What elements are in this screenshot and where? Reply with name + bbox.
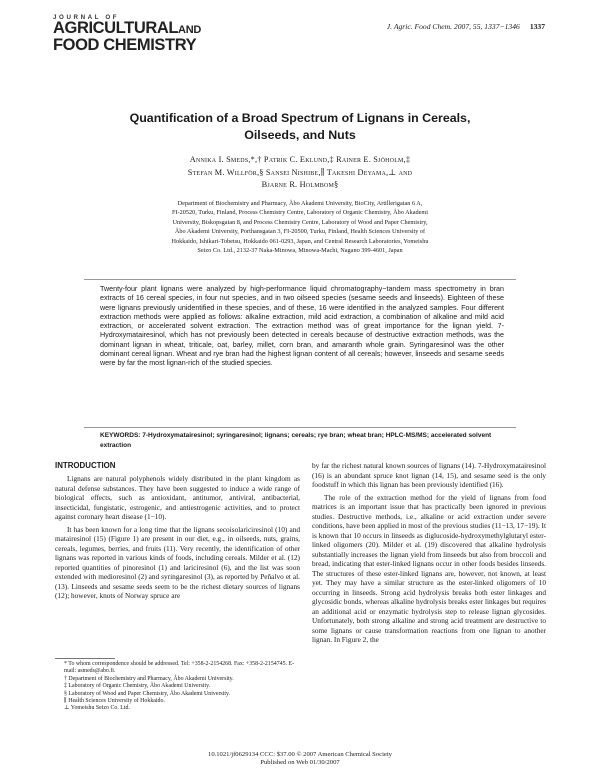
- running-header: [387, 22, 545, 31]
- journal-logo-top: JOURNAL OF: [53, 14, 120, 21]
- author-line: Annika I. Smeds,*,† Patrik C. Eklund,‡ Rainer E. Sjöholm,‡: [189, 155, 411, 164]
- affiliation-line: FI-20520, Turku, Finland, Process Chemistry Centre, Laboratory of Organic Chemistry, Åbo Akademi: [171, 209, 429, 217]
- keywords-text: 7-Hydroxymatairesinol; syringaresinol; lignans; cereals; rye bran; wheat bran; HPLC-MS/MS; accelerated solvent extraction: [100, 432, 492, 449]
- footnote: * To whom correspondence should be addressed. Tel: +358-2-2154268. Fax: +358-2-2154745. E-mail: asmeds@abo.fi.: [64, 661, 295, 675]
- title-line: Quantification of a Broad Spectrum of Lignans in Cereals,: [129, 111, 471, 125]
- author-line: Stefan M. Willför,§ Sansei Nishibe,∥ Takeshi Deyama,⊥ and: [187, 167, 413, 177]
- affiliation-line: Åbo Akademi University, Porthansgatan 3, FI-20500, Turku, Finland, Health Sciences University of: [174, 228, 426, 236]
- body-paragraph: by far the richest natural known sources of lignans (14). 7-Hydroxymatairesinol (16) is an abundant spruce knot lignan (14, 15), and sesame seed is the only foodstuff in which this lignan has been previously identified (16).: [312, 461, 546, 489]
- published-line: Published on Web 01/30/2007: [260, 759, 340, 766]
- body-paragraph: It has been known for a long time that the lignans secoisolariciresinol (10) and matairesinol (15) (Figure 1) are present in our diet, e.g., in oilseeds, nuts, grains, cereals, legumes, berries, and fruits (11). Very recently, the identification of other lignans was reported in various kinds of foods, including cereals. Milder et al. (12) reported quantities of pinoresinol (1) and lariciresinol (6), and the list was soon extended with medioresinol (2) and syringaresinol (3), as reported by Peñalvo et al. (13). Linseeds and sesame seeds seem to be the richest dietary sources of lignans (12); however, knots of Norway spruce are: [55, 524, 300, 600]
- journal-logo-line2: FOOD CHEMISTRY: [53, 36, 197, 54]
- journal-logo: [53, 14, 243, 53]
- affiliation-line: Hokkaido, Ishikari-Tobetsu, Hokkaido 061-0293, Japan, and Central Research Laboratories, Yomeishu: [171, 237, 429, 245]
- affiliations: [115, 199, 485, 255]
- keywords-label: KEYWORDS:: [100, 432, 141, 439]
- footnotes: [64, 661, 300, 713]
- body-column-left: [55, 474, 300, 604]
- affiliation-line: Department of Biochemistry and Pharmacy, Åbo Akademi University, BioCity, Artillerigatan 6 A,: [177, 200, 423, 207]
- footnote: § Laboratory of Wood and Paper Chemistry, Åbo Akademi University.: [64, 690, 231, 697]
- author-line: Bjarne R. Holmbom§: [261, 180, 339, 189]
- body-paragraph: Lignans are natural polyphenols widely distributed in the plant kingdom as natural defense substances. They have been suggested to induce a wide range of biological effects, such as antioxidant, antitumor, antiviral, antibacterial, insecticidal, fungistatic, estrogenic, and antiestrogenic activities, and to protect against coronary heart disease (1−10).: [55, 474, 300, 521]
- footnote-divider: [55, 658, 115, 659]
- affiliation-line: Seizo Co. Ltd., 2132-37 Naka-Minowa, Minowa-Machi, Nagano 399-4601, Japan: [197, 247, 403, 255]
- footnote: ‡ Laboratory of Organic Chemistry, Åbo Akademi University.: [64, 683, 211, 690]
- footnote: † Department of Biochemistry and Pharmacy, Åbo Akademi University.: [64, 675, 234, 682]
- paper-title: [60, 110, 540, 144]
- doi-line: 10.1021/jf0629134 CCC: $37.00 © 2007 American Chemical Society: [208, 751, 392, 758]
- citation-text: J. Agric. Food Chem. 2007, 55, 1337−1346: [386, 22, 520, 31]
- body-column-right: [312, 461, 546, 648]
- page-footer: [150, 751, 450, 767]
- journal-logo-and: AND: [178, 24, 201, 36]
- footnote: ∥ Health Sciences University of Hokkaido.: [64, 698, 165, 705]
- author-list: [60, 154, 540, 192]
- footnote: ⊥ Yomeishu Seizo Co. Ltd.: [64, 705, 130, 712]
- page-number: 1337: [529, 22, 545, 31]
- section-heading: INTRODUCTION: [55, 461, 116, 470]
- abstract: Twenty-four plant lignans were analyzed by high-performance liquid chromatography−tandem mass spectrometry in bran extracts of 16 cereal species, in four nut species, and in two oilseed species (sesame seeds and linseeds). Eighteen of these were lignans previously unidentified in these species, and of these, 16 were identified in the analyzed samples. Four different extraction methods were applied as follows: alkaline extraction, mild acid extraction, a combination of alkaline and mild acid extraction, or accelerated solvent extraction. The extraction method was of great importance for the lignan yield. 7-Hydroxymatairesinol, which has not previously been detected in cereals because of destructive extraction methods, was the dominant lignan in wheat, triticale, oat, barley, millet, corn bran, and amaranth whole grain. Syringaresinol was the other dominant cereal lignan. Wheat and rye bran had the highest lignan content of all cereals; however, linseeds and sesame seeds were by far the most lignan-rich of the studied species.: [100, 285, 504, 368]
- journal-logo-word-agricultural: AGRICULTURAL: [53, 19, 179, 37]
- keywords: [100, 431, 500, 450]
- title-line: Oilseeds, and Nuts: [244, 128, 356, 142]
- affiliation-line: University, Biskopsgatan 8, and Process Chemistry Centre, Laboratory of Wood and Paper Chemistry,: [172, 218, 428, 226]
- body-paragraph: The role of the extraction method for the yield of lignans from food matrices is an important issue that has practically been ignored in previous studies. Destructive methods, i.e., alkaline or acid extraction under severe conditions, have been applied in most of the previous studies (11−13, 17−19). It is known that 10 occurs in linseeds as diglucoside-hydroxymethylglutaryl ester-linked oligomers (20). Milder et al. (19) discovered that alkaline hydrolysis substantially increases the lignan yield from linseeds but also from broccoli and bread, indicating that ester-linked lignans occur in other foods besides linseeds. The structures of these ester-linked lignans are, however, not known, at least yet. They may have a similar structure as the ester-linked oligomers of 10 occurring in linseeds. Strong acid hydrolysis breaks both ester linkages and glycosidic bonds, whereas alkaline hydrolysis breaks ester linkages but requires an additional acid or enzymatic hydrolysis step to release lignan glycosides. Unfortunately, both strong alkaline and strong acid treatment are destructive to some lignans or cause transformation reactions from one lignan to another lignan. In Figure 2, the: [312, 492, 546, 644]
